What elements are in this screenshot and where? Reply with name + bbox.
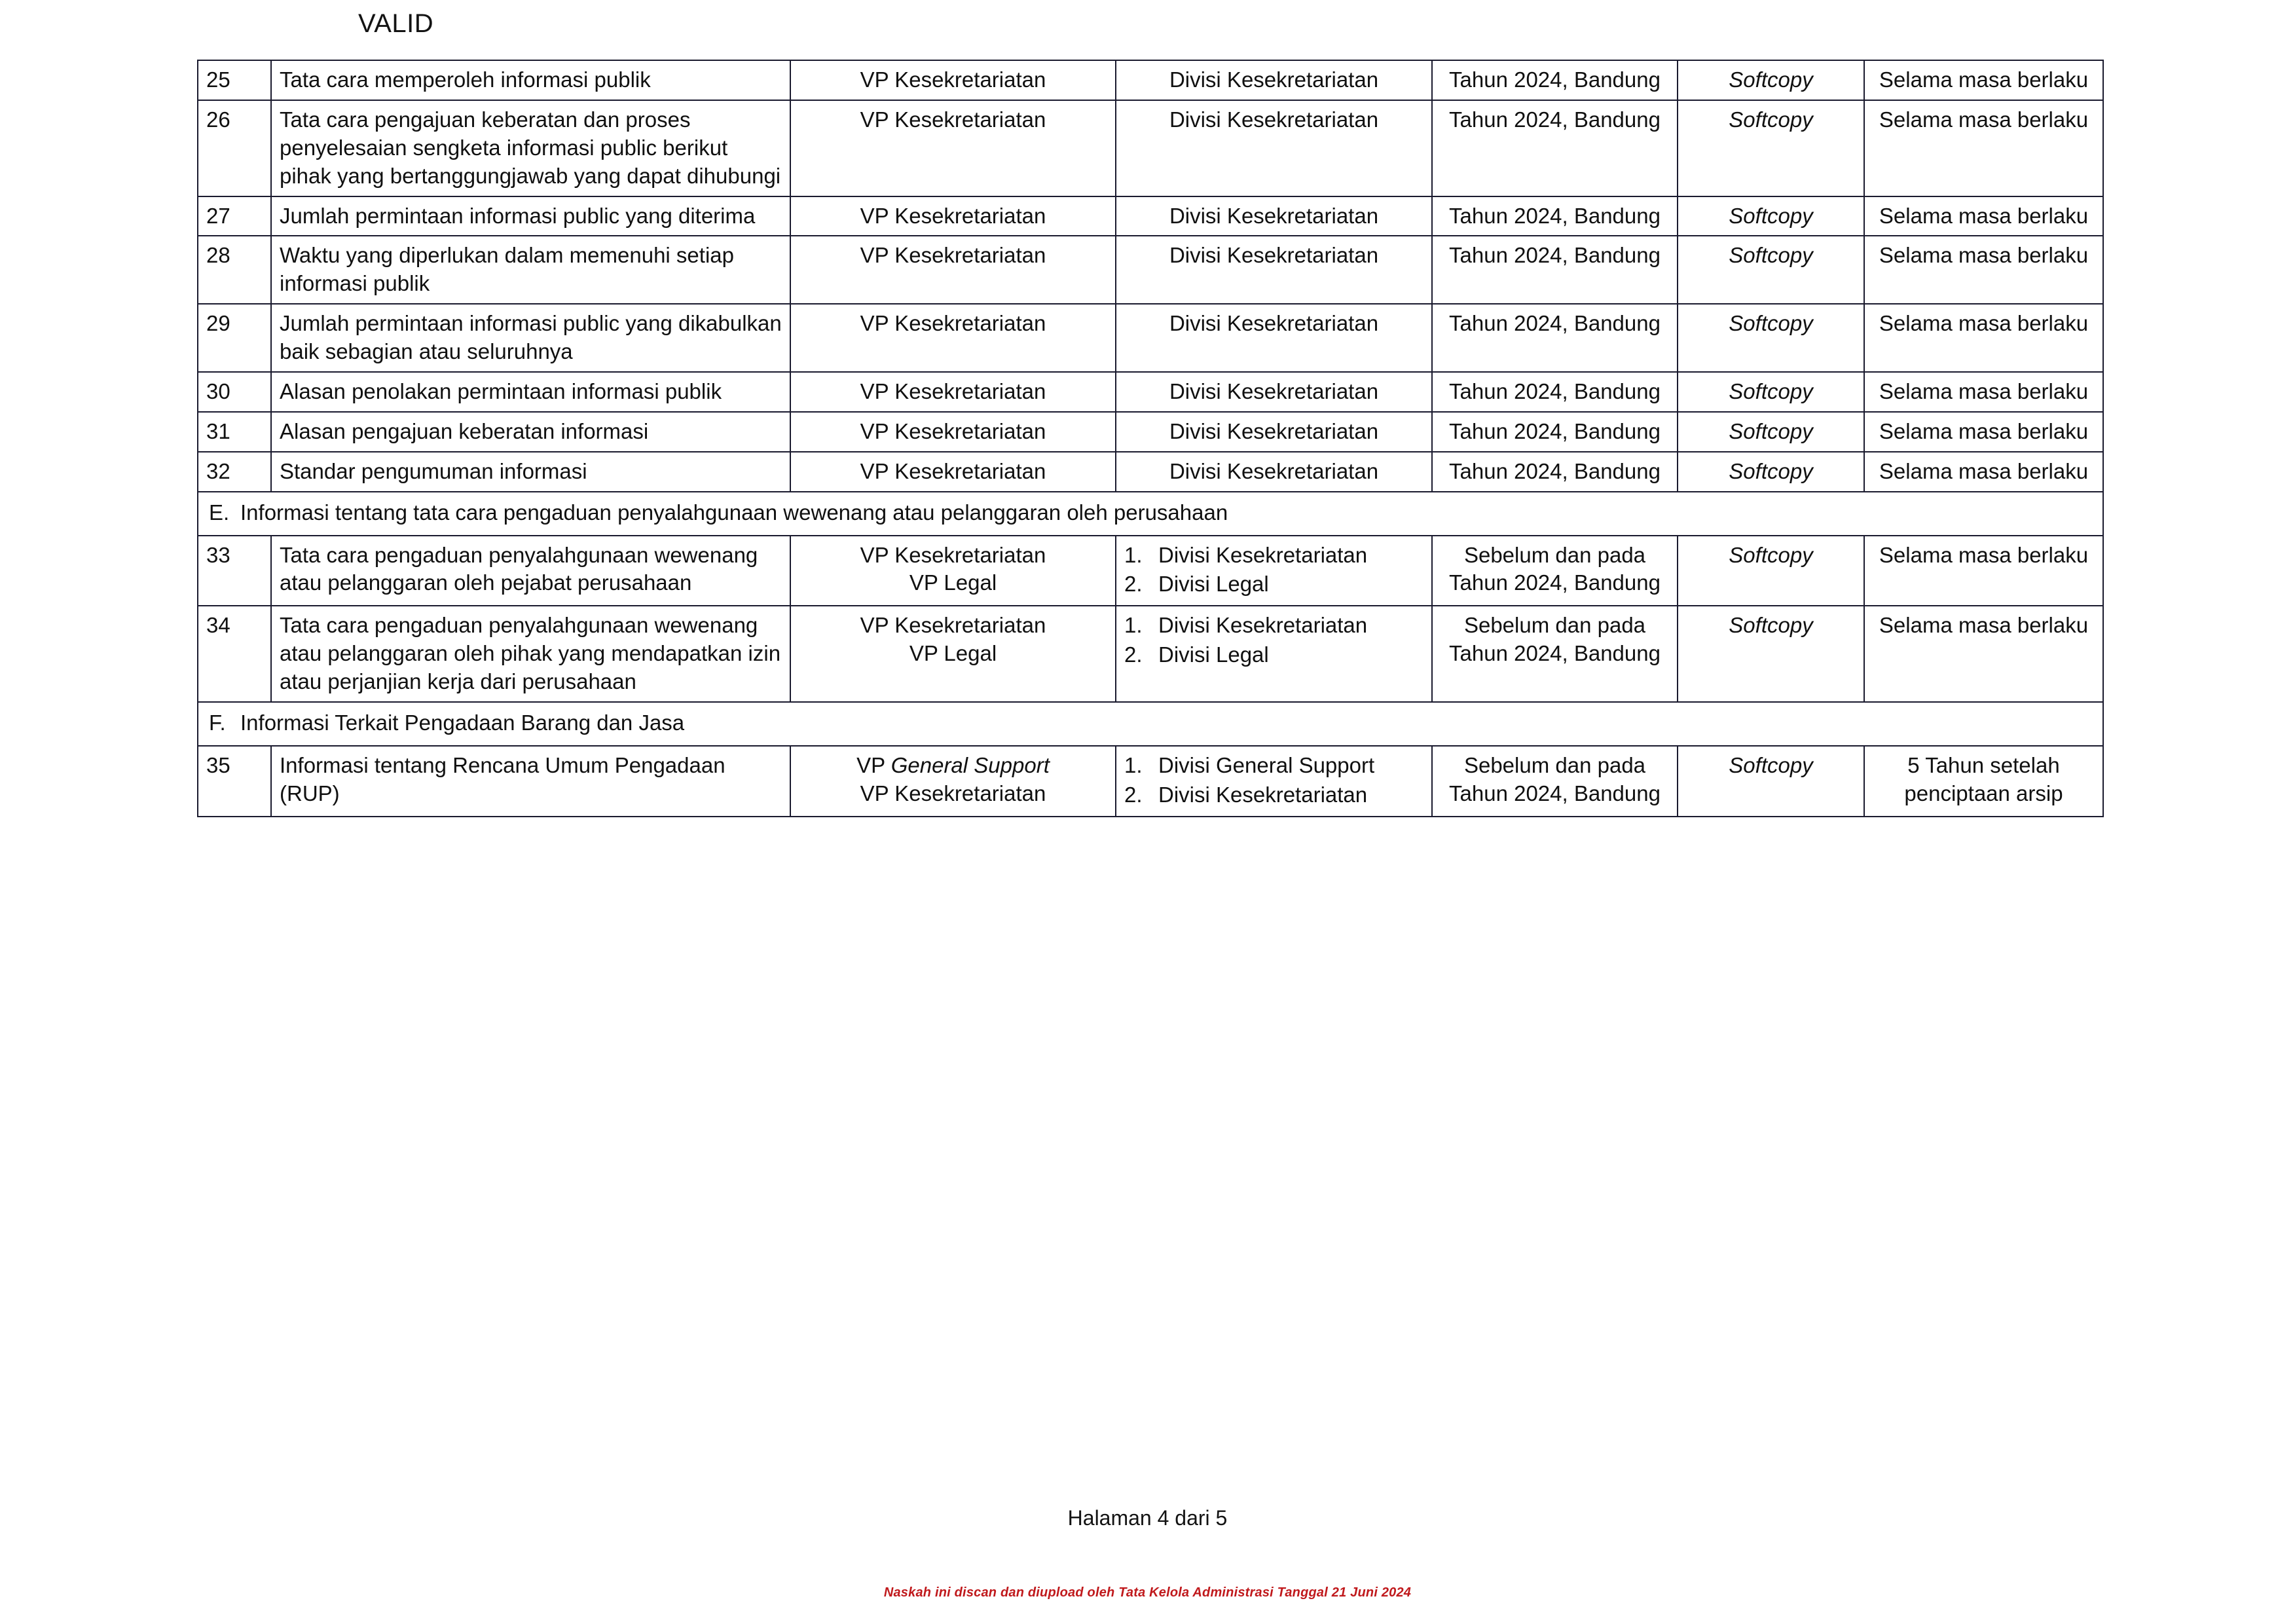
- table-row: [198, 304, 2103, 372]
- information-description-cell: Tata cara pengaduan penyalahgunaan wewenang atau pelanggaran oleh pejabat perusahaan: [271, 536, 790, 606]
- information-description-cell: Tata cara memperoleh informasi publik: [271, 60, 790, 100]
- managing-unit-cell: Divisi Kesekretariatan: [1116, 372, 1432, 412]
- managing-unit-item: [1124, 781, 1423, 809]
- information-description-cell: Alasan pengajuan keberatan informasi: [271, 412, 790, 452]
- managing-unit-cell: Divisi Kesekretariatan: [1116, 304, 1432, 372]
- managing-unit-cell: Divisi Kesekretariatan: [1116, 100, 1432, 196]
- information-description-cell: Jumlah permintaan informasi public yang dikabulkan baik sebagian atau seluruhnya: [271, 304, 790, 372]
- table-row: [198, 196, 2103, 236]
- time-place-cell: Tahun 2024, Bandung: [1432, 60, 1678, 100]
- list-item-text: Divisi Legal: [1158, 572, 1269, 597]
- table-row: [198, 236, 2103, 304]
- section-letter: F.: [209, 710, 226, 735]
- retention-period-cell: 5 Tahun setelah penciptaan arsip: [1864, 746, 2103, 817]
- row-number-cell: 35: [198, 746, 271, 817]
- table-row: [198, 606, 2103, 702]
- responsible-officer-cell: VP Kesekretariatan: [790, 196, 1116, 236]
- information-inventory-table: [197, 60, 2104, 817]
- managing-unit-item: [1124, 570, 1423, 599]
- retention-period-cell: Selama masa berlaku: [1864, 60, 2103, 100]
- row-number-cell: 25: [198, 60, 271, 100]
- retention-period-cell: Selama masa berlaku: [1864, 196, 2103, 236]
- responsible-officer-cell: [790, 606, 1116, 702]
- information-form-cell: Softcopy: [1678, 746, 1864, 817]
- responsible-officer-line: VP Kesekretariatan: [860, 613, 1046, 638]
- information-description-cell: Waktu yang diperlukan dalam memenuhi setiap informasi publik: [271, 236, 790, 304]
- retention-period-cell: Selama masa berlaku: [1864, 304, 2103, 372]
- section-title: Informasi tentang tata cara pengaduan penyalahgunaan wewenang atau pelanggaran oleh perusahaan: [240, 500, 1228, 525]
- time-place-cell: Tahun 2024, Bandung: [1432, 412, 1678, 452]
- section-header-cell: [198, 492, 2103, 536]
- table-section-header-row: [198, 702, 2103, 746]
- table-row: [198, 60, 2103, 100]
- time-place-cell: Sebelum dan pada Tahun 2024, Bandung: [1432, 536, 1678, 606]
- responsible-officer-line: VP Kesekretariatan: [860, 542, 1046, 567]
- information-description-cell: Informasi tentang Rencana Umum Pengadaan (RUP): [271, 746, 790, 817]
- retention-period-cell: Selama masa berlaku: [1864, 606, 2103, 702]
- managing-unit-cell: [1116, 746, 1432, 817]
- valid-stamp: VALID: [358, 9, 434, 38]
- responsible-officer-line: VP General Support: [856, 752, 1050, 777]
- managing-unit-item: [1124, 542, 1423, 570]
- page-number-footer: Halaman 4 dari 5: [1067, 1506, 1228, 1530]
- information-description-cell: Tata cara pengaduan penyalahgunaan wewenang atau pelanggaran oleh pihak yang mendapatkan izin atau perjanjian kerja dari perusahaan: [271, 606, 790, 702]
- responsible-officer-cell: [790, 536, 1116, 606]
- section-header-cell: [198, 702, 2103, 746]
- managing-unit-cell: [1116, 536, 1432, 606]
- time-place-cell: Tahun 2024, Bandung: [1432, 236, 1678, 304]
- managing-unit-cell: Divisi Kesekretariatan: [1116, 452, 1432, 492]
- table-body: [198, 60, 2103, 817]
- managing-unit-cell: Divisi Kesekretariatan: [1116, 236, 1432, 304]
- list-marker: 1.: [1124, 752, 1143, 777]
- section-title: Informasi Terkait Pengadaan Barang dan Jasa: [240, 710, 685, 735]
- table-row: [198, 452, 2103, 492]
- managing-unit-item: [1124, 752, 1423, 780]
- retention-period-cell: Selama masa berlaku: [1864, 412, 2103, 452]
- list-item-text: Divisi Kesekretariatan: [1158, 613, 1368, 638]
- scan-note-footer: Naskah ini discan dan diupload oleh Tata Kelola Administrasi Tanggal 21 Juni 2024: [883, 1585, 1412, 1600]
- managing-unit-cell: Divisi Kesekretariatan: [1116, 60, 1432, 100]
- table-row: [198, 746, 2103, 817]
- row-number-cell: 32: [198, 452, 271, 492]
- table-row: [198, 372, 2103, 412]
- time-place-cell: Tahun 2024, Bandung: [1432, 196, 1678, 236]
- information-form-cell: Softcopy: [1678, 452, 1864, 492]
- row-number-cell: 28: [198, 236, 271, 304]
- information-description-cell: Alasan penolakan permintaan informasi publik: [271, 372, 790, 412]
- responsible-officer-cell: VP Kesekretariatan: [790, 372, 1116, 412]
- row-number-cell: 29: [198, 304, 271, 372]
- responsible-officer-cell: VP Kesekretariatan: [790, 100, 1116, 196]
- time-place-cell: Sebelum dan pada Tahun 2024, Bandung: [1432, 606, 1678, 702]
- responsible-officer-line: VP Legal: [909, 570, 997, 595]
- responsible-officer-cell: VP Kesekretariatan: [790, 60, 1116, 100]
- list-item-text: Divisi Kesekretariatan: [1158, 542, 1368, 567]
- information-form-cell: Softcopy: [1678, 100, 1864, 196]
- row-number-cell: 34: [198, 606, 271, 702]
- information-description-cell: Standar pengumuman informasi: [271, 452, 790, 492]
- time-place-cell: Tahun 2024, Bandung: [1432, 452, 1678, 492]
- list-marker: 1.: [1124, 542, 1143, 567]
- time-place-cell: Tahun 2024, Bandung: [1432, 304, 1678, 372]
- information-form-cell: Softcopy: [1678, 412, 1864, 452]
- information-form-cell: Softcopy: [1678, 606, 1864, 702]
- time-place-cell: Tahun 2024, Bandung: [1432, 372, 1678, 412]
- information-form-cell: Softcopy: [1678, 304, 1864, 372]
- list-item-text: Divisi Kesekretariatan: [1158, 782, 1368, 807]
- row-number-cell: 26: [198, 100, 271, 196]
- responsible-officer-cell: VP Kesekretariatan: [790, 304, 1116, 372]
- responsible-officer-cell: VP Kesekretariatan: [790, 236, 1116, 304]
- information-form-cell: Softcopy: [1678, 60, 1864, 100]
- table-row: [198, 412, 2103, 452]
- responsible-officer-cell: [790, 746, 1116, 817]
- retention-period-cell: Selama masa berlaku: [1864, 372, 2103, 412]
- retention-period-cell: Selama masa berlaku: [1864, 536, 2103, 606]
- responsible-officer-cell: VP Kesekretariatan: [790, 452, 1116, 492]
- row-number-cell: 30: [198, 372, 271, 412]
- managing-unit-item: [1124, 612, 1423, 640]
- managing-unit-cell: Divisi Kesekretariatan: [1116, 196, 1432, 236]
- list-marker: 2.: [1124, 572, 1143, 597]
- row-number-cell: 31: [198, 412, 271, 452]
- list-item-text: Divisi Legal: [1158, 642, 1269, 667]
- responsible-officer-line: VP Kesekretariatan: [860, 781, 1046, 805]
- list-marker: 2.: [1124, 642, 1143, 667]
- list-marker: 1.: [1124, 613, 1143, 638]
- responsible-officer-line: VP Legal: [909, 641, 997, 666]
- information-form-cell: Softcopy: [1678, 196, 1864, 236]
- information-description-cell: Tata cara pengajuan keberatan dan proses penyelesaian sengketa informasi public berikut pihak yang bertanggungjawab yang dapat dihubungi: [271, 100, 790, 196]
- row-number-cell: 27: [198, 196, 271, 236]
- table-row: [198, 536, 2103, 606]
- retention-period-cell: Selama masa berlaku: [1864, 452, 2103, 492]
- managing-unit-cell: [1116, 606, 1432, 702]
- section-letter: E.: [209, 500, 230, 525]
- table-section-header-row: [198, 492, 2103, 536]
- row-number-cell: 33: [198, 536, 271, 606]
- managing-unit-cell: Divisi Kesekretariatan: [1116, 412, 1432, 452]
- information-form-cell: Softcopy: [1678, 236, 1864, 304]
- managing-unit-item: [1124, 641, 1423, 669]
- table-row: [198, 100, 2103, 196]
- information-form-cell: Softcopy: [1678, 536, 1864, 606]
- information-description-cell: Jumlah permintaan informasi public yang diterima: [271, 196, 790, 236]
- time-place-cell: Sebelum dan pada Tahun 2024, Bandung: [1432, 746, 1678, 817]
- responsible-officer-cell: VP Kesekretariatan: [790, 412, 1116, 452]
- information-form-cell: Softcopy: [1678, 372, 1864, 412]
- retention-period-cell: Selama masa berlaku: [1864, 236, 2103, 304]
- list-marker: 2.: [1124, 782, 1143, 807]
- list-item-text: Divisi General Support: [1158, 752, 1375, 777]
- retention-period-cell: Selama masa berlaku: [1864, 100, 2103, 196]
- time-place-cell: Tahun 2024, Bandung: [1432, 100, 1678, 196]
